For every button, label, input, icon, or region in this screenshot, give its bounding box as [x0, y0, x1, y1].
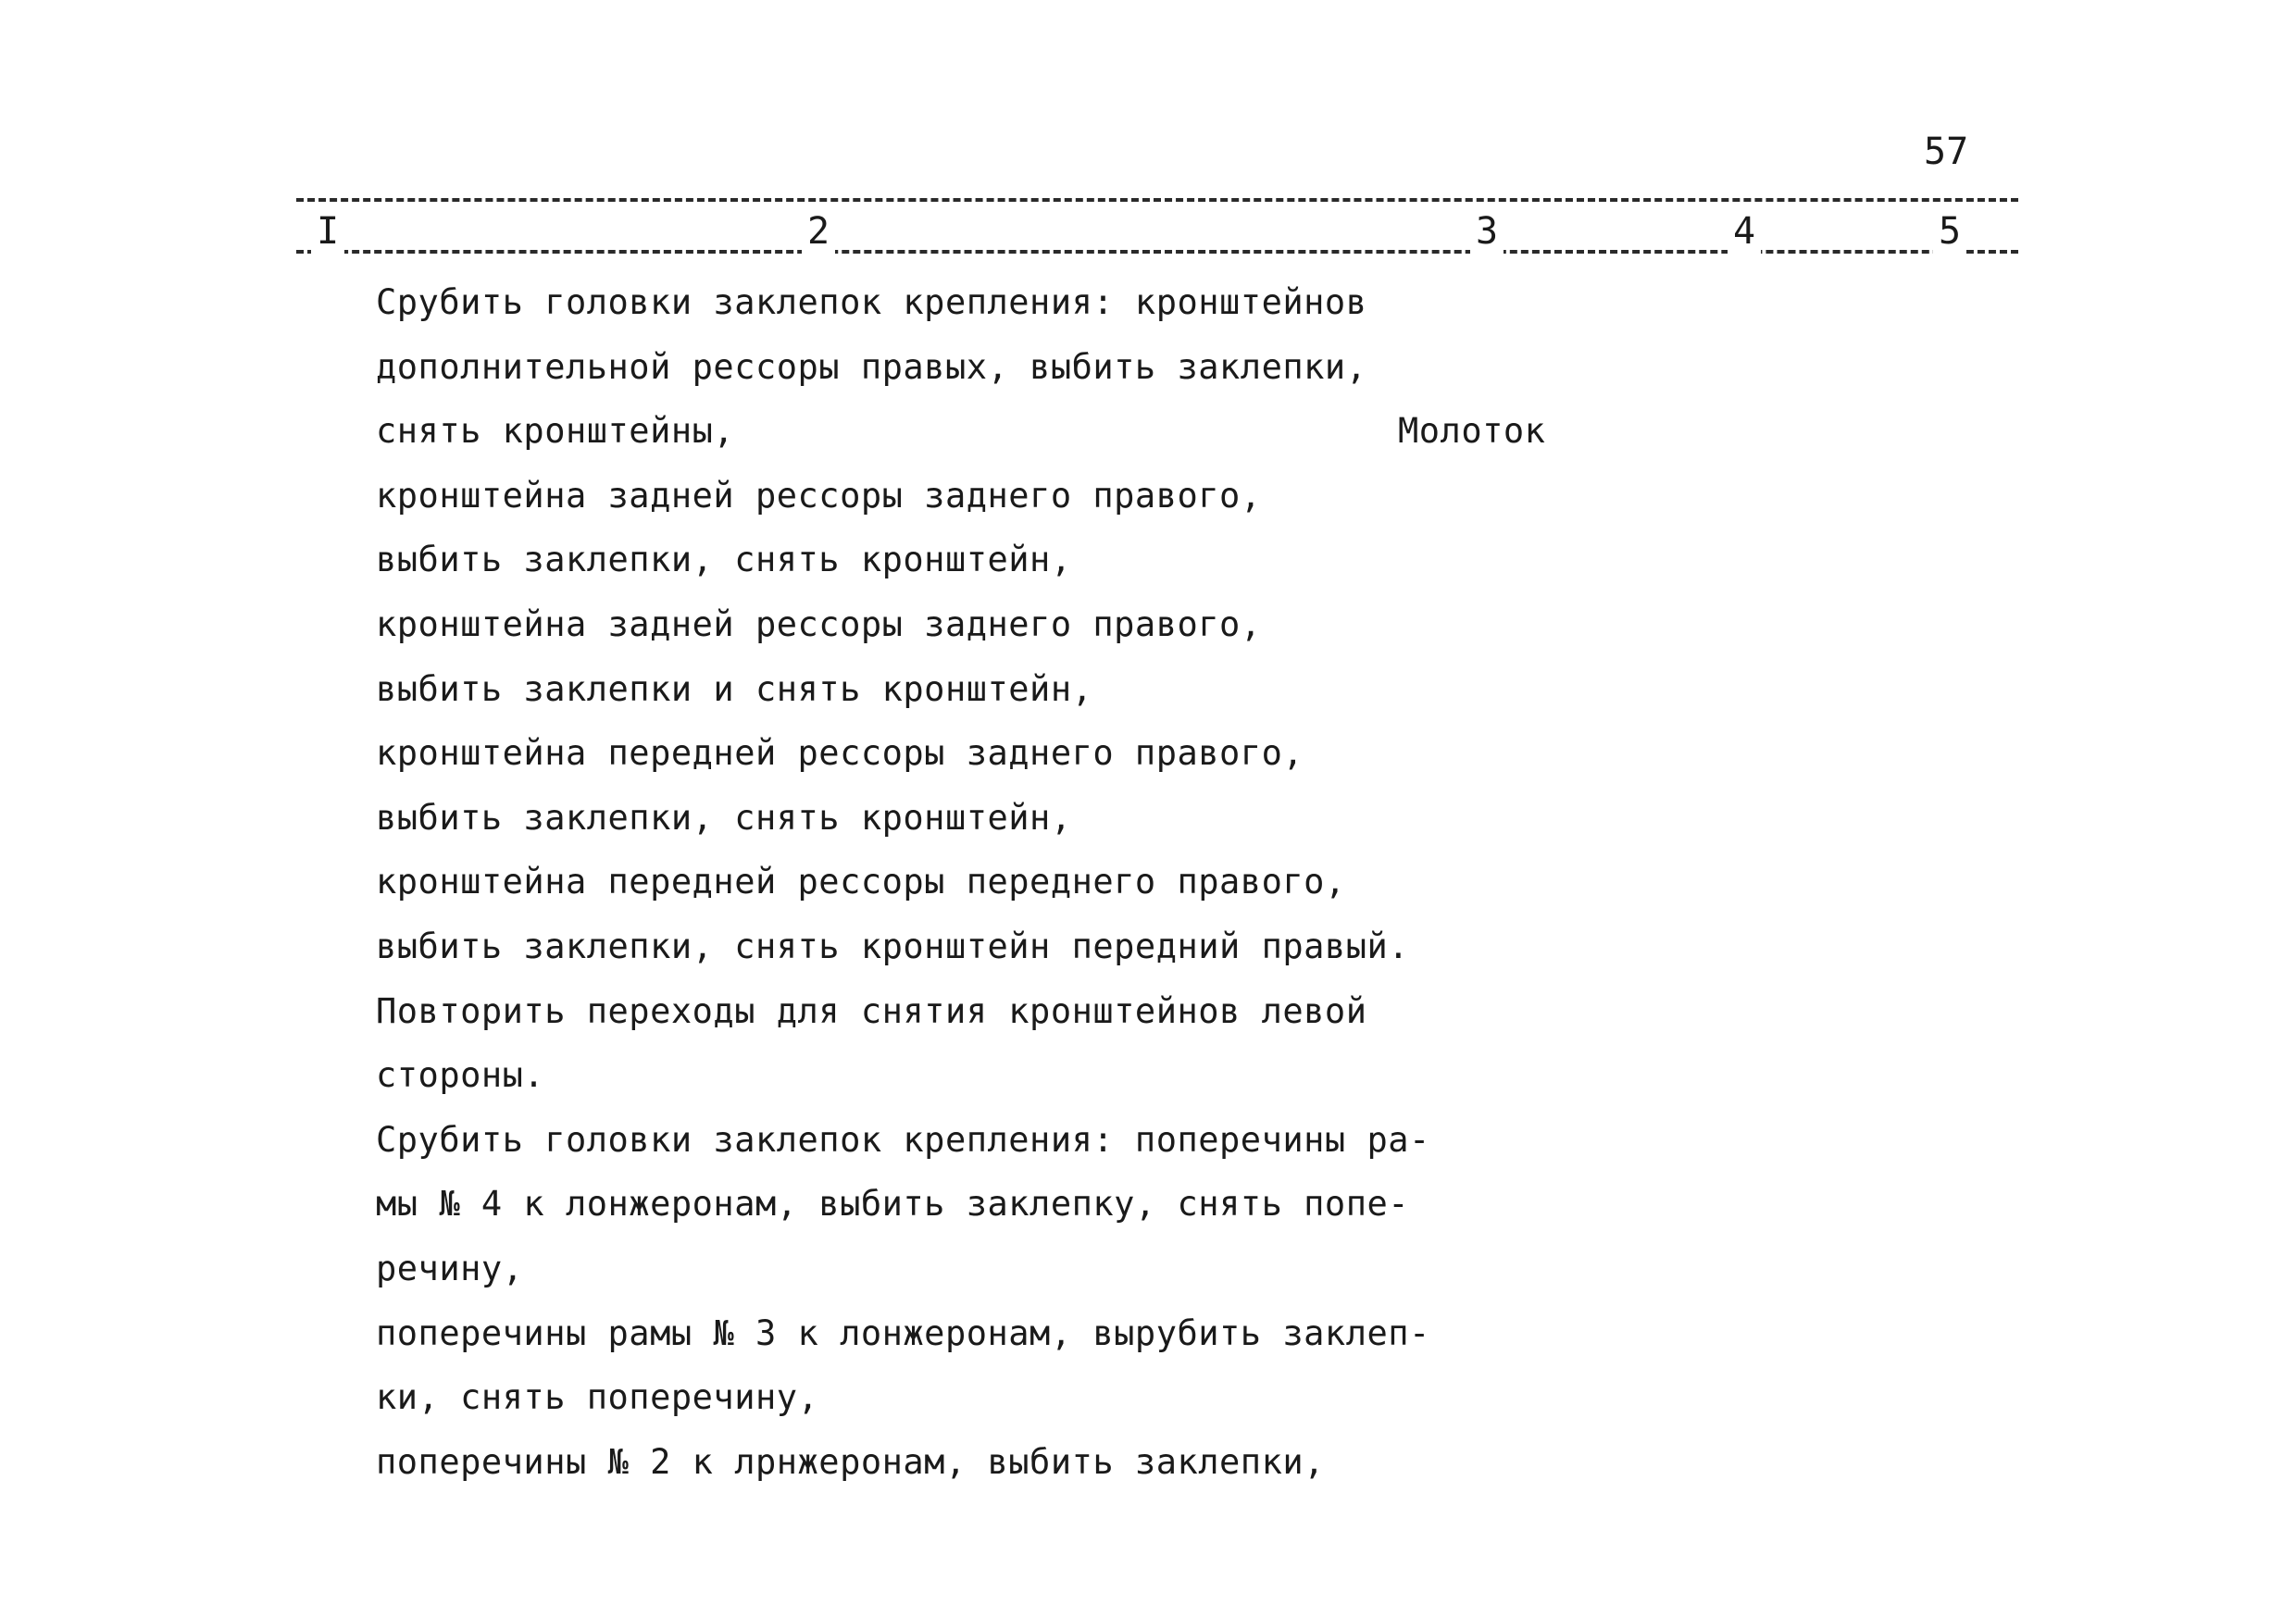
text-line: кронштейна передней рессоры заднего правого, — [376, 733, 1304, 774]
text-line: кронштейна задней рессоры заднего правого, — [376, 475, 1262, 516]
text-line: кронштейна передней рессоры переднего правого, — [376, 862, 1346, 902]
text-line: поперечины № 2 к лрнжеронам, выбить заклепки, — [376, 1441, 1325, 1482]
column-number-1: I — [311, 209, 344, 254]
text-line: речину, — [376, 1248, 524, 1288]
column-number-4: 4 — [1728, 209, 1761, 254]
text-line: выбить заклепки, снять кронштейн, — [376, 797, 1072, 838]
operation-description — [376, 270, 1430, 1494]
text-line: поперечины рамы № 3 к лонжеронам, вырубить заклеп- — [376, 1312, 1430, 1353]
text-line: выбить заклепки, снять кронштейн передний правый. — [376, 926, 1410, 966]
column-number-2: 2 — [802, 209, 835, 254]
text-line: снять кронштейны, — [376, 411, 735, 452]
text-line: Срубить головки заклепок крепления: кронштейнов — [376, 282, 1367, 322]
column-number-5: 5 — [1933, 209, 1966, 254]
page-number: 57 — [1924, 131, 1969, 173]
text-line: ки, снять поперечину, — [376, 1377, 819, 1418]
header-top-dashed-rule — [296, 198, 2018, 202]
text-line: выбить заклепки и снять кронштейн, — [376, 668, 1093, 709]
text-line: дополнительной рессоры правых, выбить заклепки, — [376, 346, 1367, 387]
column-number-3: 3 — [1470, 209, 1504, 254]
text-line: стороны. — [376, 1055, 545, 1096]
text-line: Повторить переходы для снятия кронштейнов левой — [376, 990, 1367, 1031]
text-line: кронштейна задней рессоры заднего правого, — [376, 603, 1262, 644]
tool-column-entry: Молоток — [1398, 411, 1546, 451]
text-line: Срубить головки заклепок крепления: поперечины ра- — [376, 1119, 1430, 1160]
text-line: мы № 4 к лонжеронам, выбить заклепку, снять попе- — [376, 1184, 1410, 1225]
text-line: выбить заклепки, снять кронштейн, — [376, 540, 1072, 580]
